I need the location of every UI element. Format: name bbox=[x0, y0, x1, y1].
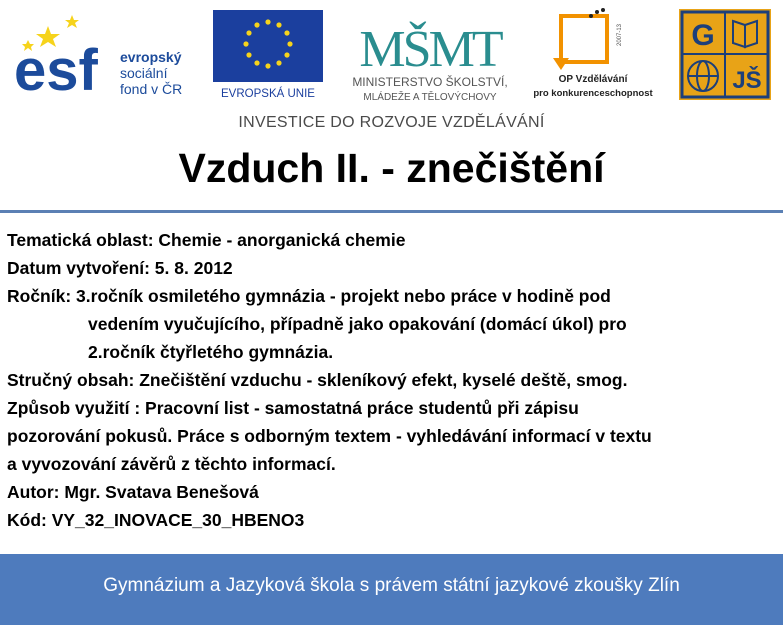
zpusob-vyuziti-line-1: Způsob využití : Pracovní list - samostatná práce studentů při zápisu bbox=[7, 398, 579, 418]
svg-text:JŠ: JŠ bbox=[732, 67, 762, 94]
metadata-block bbox=[7, 226, 777, 534]
rocnik-line-3: 2.ročník čtyřletého gymnázia. bbox=[88, 342, 334, 362]
footer-school-name: Gymnázium a Jazyková škola s právem státní jazykové zkoušky Zlín bbox=[103, 575, 680, 596]
page-title: Vzduch II. - znečištění bbox=[178, 145, 605, 191]
zpusob-vyuziti-line-3: a vyvozování závěrů z těchto informací. bbox=[7, 454, 336, 474]
svg-text:G: G bbox=[691, 19, 715, 52]
autor: Autor: Mgr. Svatava Benešová bbox=[7, 482, 259, 502]
op-logo bbox=[531, 6, 656, 102]
rocnik-line-2: vedením vyučujícího, případně jako opakování (domácí úkol) pro bbox=[88, 314, 627, 334]
eu-logo bbox=[213, 10, 323, 100]
svg-text:fond v ČR: fond v ČR bbox=[120, 81, 183, 96]
esf-logo bbox=[14, 12, 204, 96]
svg-text:sociální: sociální bbox=[120, 65, 168, 81]
logo-bar bbox=[0, 0, 783, 110]
svg-text:evropský: evropský bbox=[120, 49, 182, 65]
msmt-logo bbox=[333, 8, 527, 108]
investice-heading: INVESTICE DO ROZVOJE VZDĚLÁVÁNÍ bbox=[238, 114, 545, 131]
svg-text:MŠMT: MŠMT bbox=[359, 21, 501, 78]
svg-text:esf: esf bbox=[14, 38, 98, 96]
svg-text:pro konkurenceschopnost: pro konkurenceschopnost bbox=[533, 88, 653, 99]
tematicka-oblast: Tematická oblast: Chemie - anorganická chemie bbox=[7, 230, 406, 250]
svg-text:EVROPSKÁ UNIE: EVROPSKÁ UNIE bbox=[221, 88, 315, 100]
gjs-logo bbox=[679, 9, 771, 100]
datum-vytvoreni: Datum vytvoření: 5. 8. 2012 bbox=[7, 258, 233, 278]
footer-bar bbox=[0, 554, 783, 625]
rocnik-line-1: Ročník: 3.ročník osmiletého gymnázia - projekt nebo práce v hodině pod bbox=[7, 286, 611, 306]
svg-text:MLÁDEŽE A TĚLOVÝCHOVY: MLÁDEŽE A TĚLOVÝCHOVY bbox=[363, 92, 497, 103]
zpusob-vyuziti-line-2: pozorování pokusů. Práce s odborným textem - vyhledávání informací v textu bbox=[7, 426, 652, 446]
divider bbox=[0, 210, 783, 213]
kod: Kód: VY_32_INOVACE_30_HBENO3 bbox=[7, 510, 305, 530]
svg-text:OP Vzdělávání: OP Vzdělávání bbox=[558, 74, 628, 85]
svg-text:MINISTERSTVO ŠKOLSTVÍ,: MINISTERSTVO ŠKOLSTVÍ, bbox=[352, 75, 508, 89]
svg-text:2007-13: 2007-13 bbox=[617, 23, 623, 46]
strucny-obsah: Stručný obsah: Znečištění vzduchu - skleníkový efekt, kyselé deště, smog. bbox=[7, 370, 628, 390]
